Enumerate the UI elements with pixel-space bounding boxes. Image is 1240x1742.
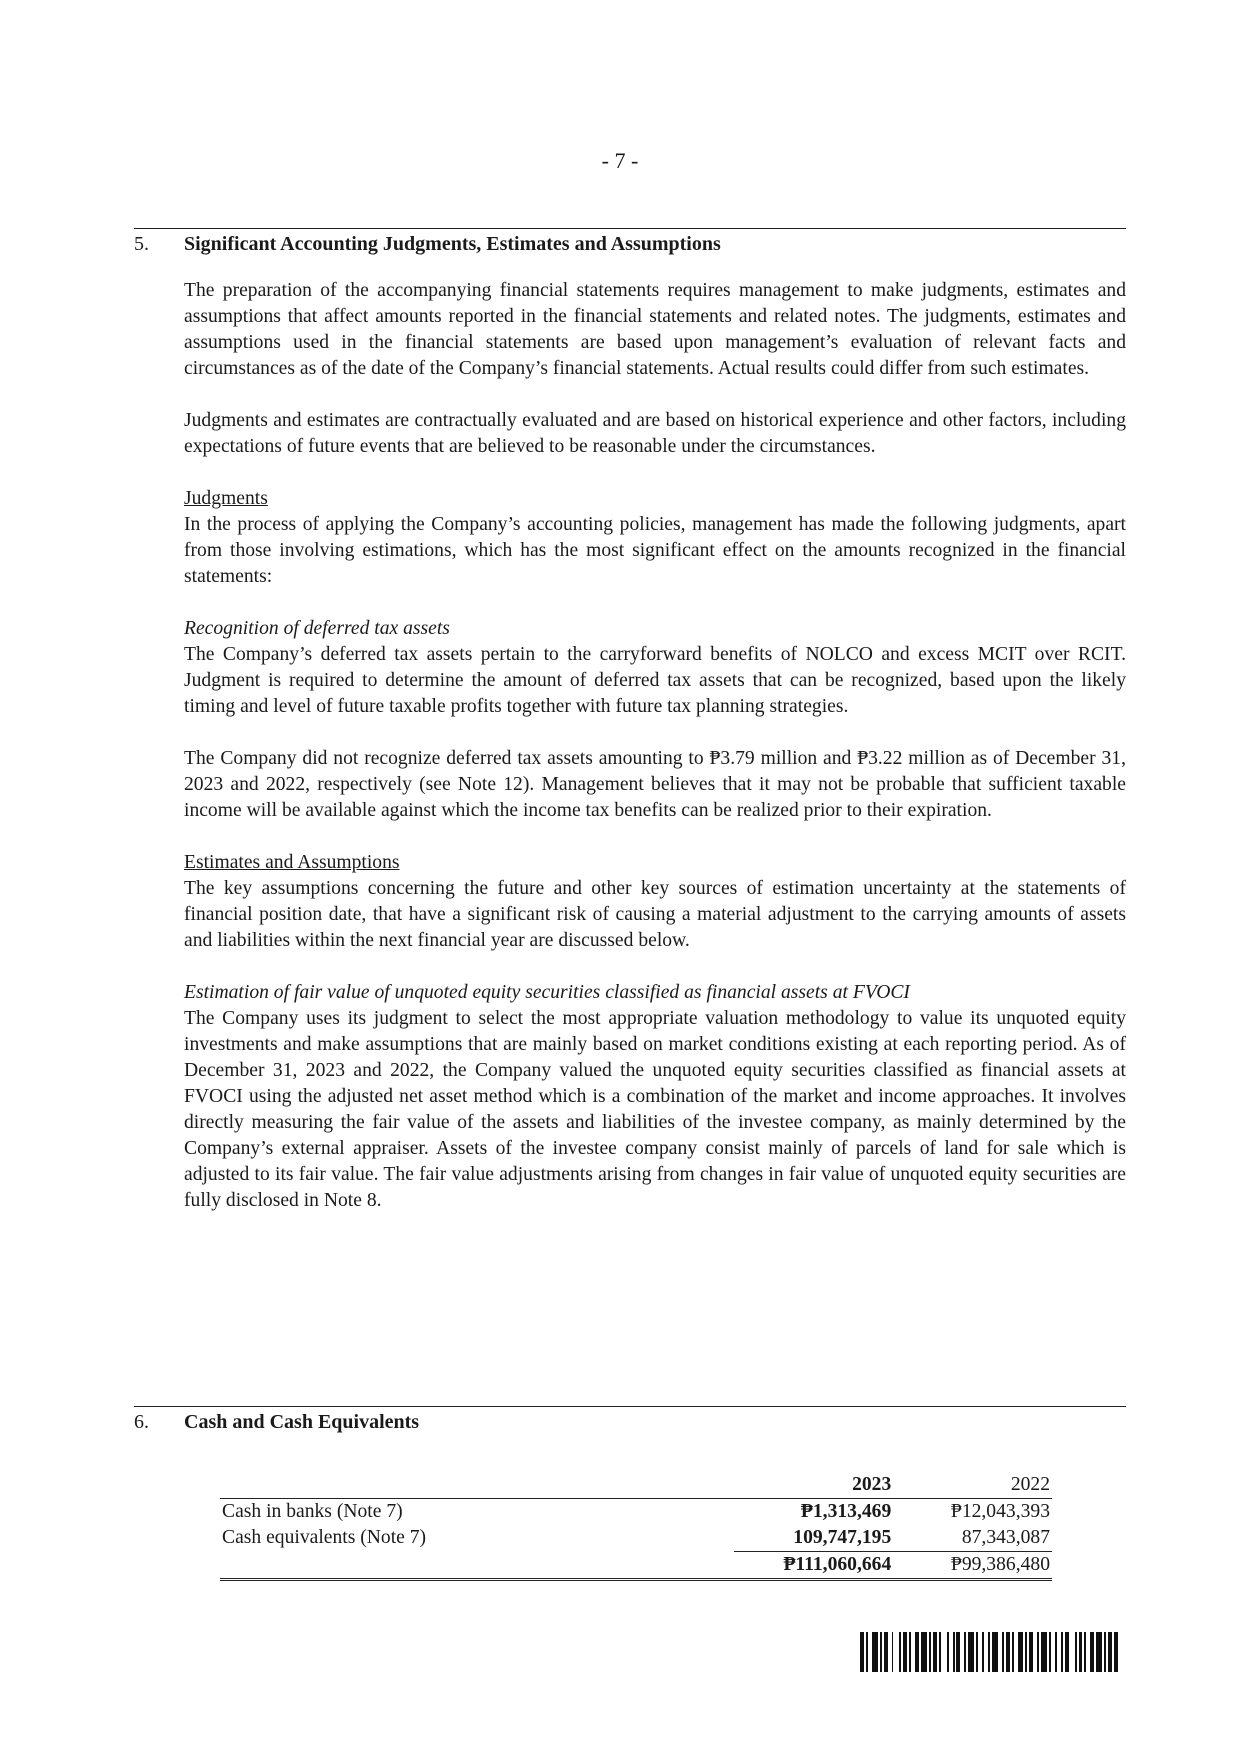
cash-table-header [220,1472,1052,1499]
table-row [220,1499,1052,1526]
section-5-title: Significant Accounting Judgments, Estimates and Assumptions [184,233,721,255]
total-2023: ₱111,060,664 [734,1552,893,1580]
total-2022: ₱99,386,480 [893,1552,1052,1580]
fvoci-heading: Estimation of fair value of unquoted equity securities classified as financial assets at FVOCI [184,982,910,1003]
row-value-2022: 87,343,087 [893,1525,1052,1552]
header-label-cell [220,1472,734,1499]
page-number: - 7 - [601,148,639,173]
row-value-2023: ₱1,313,469 [800,1501,892,1522]
section-5-para-1: The preparation of the accompanying financial statements requires management to make judgments, estimates and assumptions that affect amounts reported in the financial statements and related notes. The judgments, estimates and assumptions used in the financial statements are based upon management’s evaluation of relevant facts and circumstances as of the date of the Company’s financial statements. Actual results could differ from such estimates. [184,280,1126,379]
barcode [860,1632,1118,1672]
estimates-heading: Estimates and Assumptions [184,852,400,873]
row-label: Cash in banks (Note 7) [222,1501,403,1522]
section-5 [134,228,1126,1214]
section-5-rule [134,228,1126,229]
deferred-tax-text: The Company’s deferred tax assets pertain to the carryforward benefits of NOLCO and excess MCIT over RCIT. Judgment is required to determine the amount of deferred tax assets that can be recognized, based upon the likely timing and level of future taxable profits together with future tax planning strategies. [184,644,1126,717]
judgments-text: In the process of applying the Company’s accounting policies, management has made the following judgments, apart from those involving estimations, which has the most significant effect on the amounts recognized in the financial statements: [184,514,1126,587]
header-2022: 2022 [893,1472,1052,1499]
deferred-tax-heading: Recognition of deferred tax assets [184,618,450,639]
section-5-number: 5. [134,233,149,255]
section-6-title: Cash and Cash Equivalents [184,1411,420,1433]
section-5-heading [134,233,1126,256]
cash-table [220,1472,1052,1581]
section-6-number: 6. [134,1411,149,1433]
total-label [220,1552,734,1580]
judgments-heading: Judgments [184,488,268,509]
header-2023: 2023 [734,1472,893,1499]
fvoci-text: The Company uses its judgment to select the most appropriate valuation methodology to value its unquoted equity investments and make assumptions that are mainly based on market conditions existing at each reporting period. As of December 31, 2023 and 2022, the Company valued the unquoted equity securities classified as financial assets at FVOCI using the adjusted net asset method which is a combination of the market and income approaches. It involves directly measuring the fair value of the assets and liabilities of the investee company, as mainly determined by the Company’s external appraiser. Assets of the investee company consist mainly of parcels of land for sale which is adjusted to its fair value. The fair value adjustments arising from changes in fair value of unquoted equity securities are fully disclosed in Note 8. [184,1008,1126,1211]
section-5-para-2: Judgments and estimates are contractually evaluated and are based on historical experience and other factors, including expectations of future events that are believed to be reasonable under the circumstances. [184,410,1126,457]
table-total-row [220,1552,1052,1580]
section-6 [134,1406,1126,1434]
section-6-rule [134,1406,1126,1407]
row-value-2023: 109,747,195 [734,1525,893,1552]
section-5-body [184,278,1126,1214]
deferred-tax-text-2: The Company did not recognize deferred tax assets amounting to ₱3.79 million and ₱3.22 million as of December 31, 2023 and 2022, respectively (see Note 12). Management believes that it may not be probable that sufficient taxable income will be available against which the income tax benefits can be realized prior to their expiration. [184,748,1126,821]
row-value-2022: ₱12,043,393 [950,1501,1050,1522]
row-label: Cash equivalents (Note 7) [222,1527,427,1549]
estimates-text: The key assumptions concerning the future and other key sources of estimation uncertainty at the statements of financial position date, that have a significant risk of causing a material adjustment to the carrying amounts of assets and liabilities within the next financial year are discussed below. [184,878,1126,951]
table-row [220,1525,1052,1552]
section-6-heading [134,1411,1126,1434]
